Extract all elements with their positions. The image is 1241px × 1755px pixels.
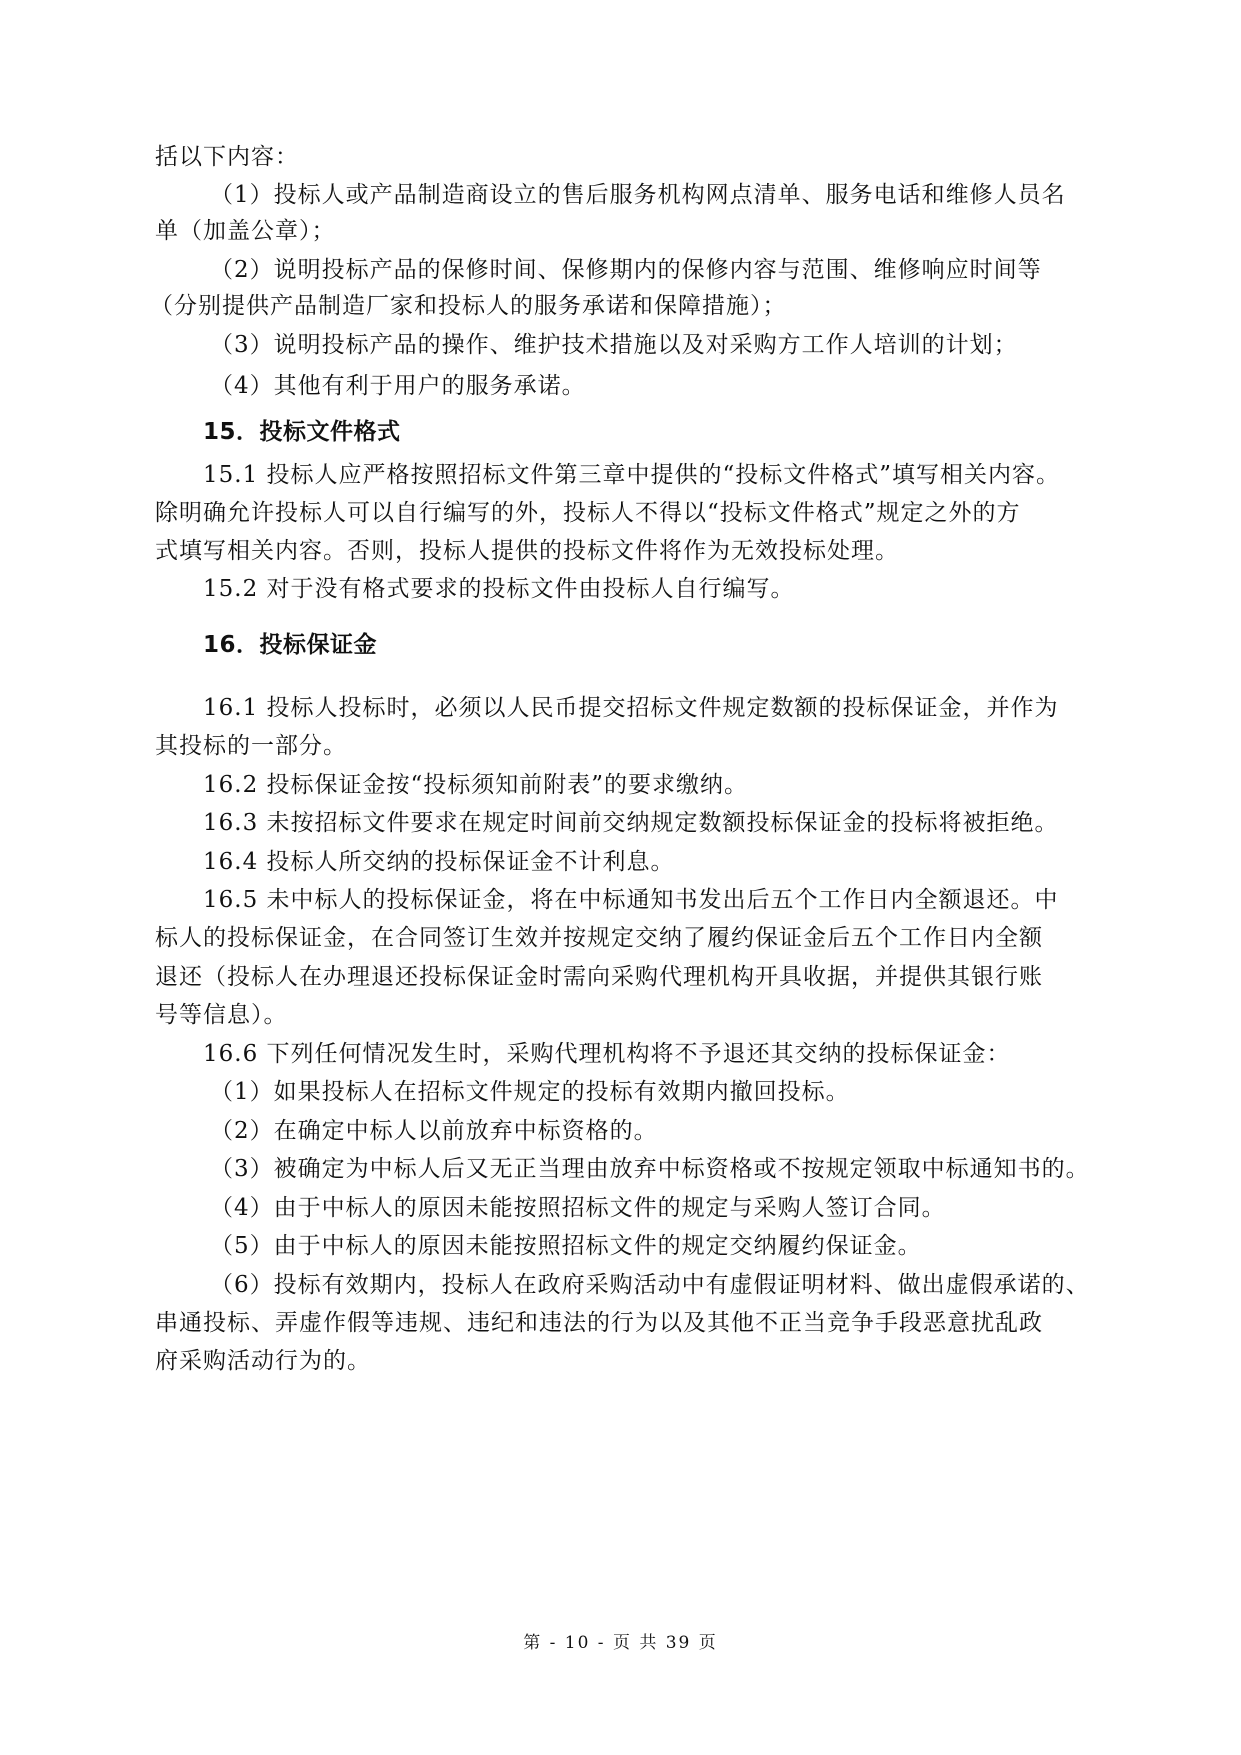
text-line: （6）投标有效期内，投标人在政府采购活动中有虚假证明材料、做出虚假承诺的、 (210, 1272, 1090, 1298)
text-line: 串通投标、弄虚作假等违规、违纪和违法的行为以及其他不正当竞争手段恶意扰乱政 (155, 1310, 1043, 1336)
text-line: 退还（投标人在办理退还投标保证金时需向采购代理机构开具收据，并提供其银行账 (155, 964, 1043, 990)
section-heading: 16．投标保证金 (203, 632, 378, 658)
text-line: 标人的投标保证金，在合同签订生效并按规定交纳了履约保证金后五个工作日内全额 (155, 925, 1043, 951)
text-line: （1）投标人或产品制造商设立的售后服务机构网点清单、服务电话和维修人员名 (210, 182, 1066, 208)
text-line: （5）由于中标人的原因未能按照招标文件的规定交纳履约保证金。 (210, 1233, 922, 1259)
text-line: （1）如果投标人在招标文件规定的投标有效期内撤回投标。 (210, 1079, 850, 1105)
text-line: 单（加盖公章）； (155, 218, 336, 244)
text-line: 16.3 未按招标文件要求在规定时间前交纳规定数额投标保证金的投标将被拒绝。 (203, 810, 1059, 836)
text-line: 府采购活动行为的。 (155, 1348, 371, 1374)
page-footer: 第 - 10 - 页 共 39 页 (523, 1633, 718, 1653)
text-line: 15.2 对于没有格式要求的投标文件由投标人自行编写。 (203, 576, 795, 602)
text-line: （4）由于中标人的原因未能按照招标文件的规定与采购人签订合同。 (210, 1195, 946, 1221)
text-line: （3）说明投标产品的操作、维护技术措施以及对采购方工作人培训的计划； (210, 332, 1018, 358)
text-line: （2）在确定中标人以前放弃中标资格的。 (210, 1118, 658, 1144)
text-line: （2）说明投标产品的保修时间、保修期内的保修内容与范围、维修响应时间等 (210, 257, 1042, 283)
text-line: 式填写相关内容。否则，投标人提供的投标文件将作为无效投标处理。 (155, 538, 899, 564)
text-line: 括以下内容： (155, 144, 299, 170)
text-line: （分别提供产品制造厂家和投标人的服务承诺和保障措施）； (150, 293, 787, 319)
text-line: 16.1 投标人投标时，必须以人民币提交招标文件规定数额的投标保证金，并作为 (203, 695, 1059, 721)
text-line: 其投标的一部分。 (155, 733, 347, 759)
text-line: 除明确允许投标人可以自行编写的外，投标人不得以“投标文件格式”规定之外的方 (155, 500, 1021, 526)
section-heading: 15．投标文件格式 (203, 419, 401, 445)
text-line: 15.1 投标人应严格按照招标文件第三章中提供的“投标文件格式”填写相关内容。 (203, 462, 1061, 488)
text-line: （4）其他有利于用户的服务承诺。 (210, 373, 586, 399)
text-line: 号等信息）。 (155, 1002, 288, 1028)
text-line: 16.2 投标保证金按“投标须知前附表”的要求缴纳。 (203, 772, 749, 798)
text-line: （3）被确定为中标人后又无正当理由放弃中标资格或不按规定领取中标通知书的。 (210, 1156, 1090, 1182)
text-line: 16.6 下列任何情况发生时，采购代理机构将不予退还其交纳的投标保证金： (203, 1041, 1011, 1067)
text-line: 16.4 投标人所交纳的投标保证金不计利息。 (203, 849, 675, 875)
text-line: 16.5 未中标人的投标保证金，将在中标通知书发出后五个工作日内全额退还。中 (203, 887, 1059, 913)
